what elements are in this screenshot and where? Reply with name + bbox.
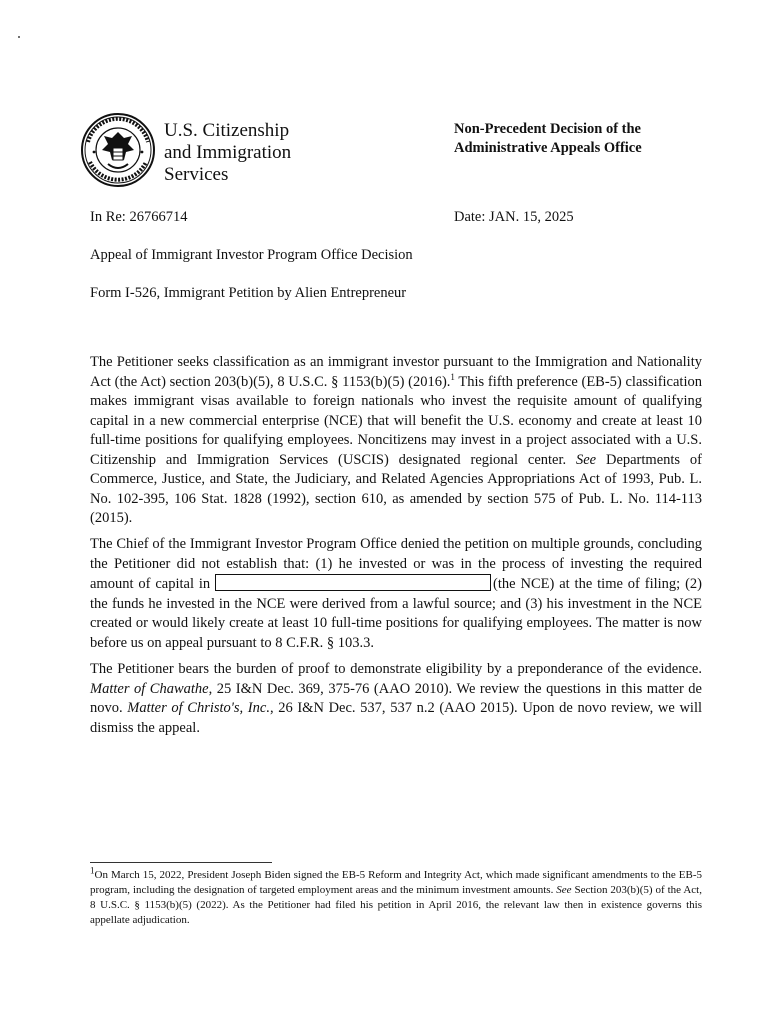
agency-name	[164, 120, 291, 186]
redaction-box	[215, 574, 491, 591]
decision-line-2: Administrative Appeals Office	[454, 140, 642, 156]
case-citation-chawathe: Matter of Chawathe	[90, 680, 209, 697]
p3-text-c: , 26 I&N Dec. 537, 537 n.2 (AAO 2015). Upon de novo review, we will dismiss the appeal.	[90, 700, 703, 736]
footnote-text-a: On March 15, 2022, President Joseph Biden signed the EB-5 Reform and Integrity Act, which made significant amendments to the EB-5 program, including the designation of targeted employment areas and the minimum investment amounts.	[90, 869, 702, 896]
p3-text-b: , 25 I&N Dec. 369, 375-76 (AAO 2010). We review the questions in this matter de novo.	[90, 680, 702, 716]
footnote-marker: 1	[90, 865, 95, 876]
dhs-seal-icon	[80, 112, 156, 188]
paragraph-1	[90, 353, 702, 529]
footnote-1	[90, 865, 702, 928]
agency-line-1: U.S. Citizenship	[164, 120, 290, 141]
decision-type	[454, 120, 642, 158]
agency-line-3: Services	[164, 164, 229, 185]
form-subject: Form I-526, Immigrant Petition by Alien Entrepreneur	[90, 285, 407, 301]
decision-line-1: Non-Precedent Decision of the	[454, 121, 641, 137]
p2-text-b: (the NCE) at the time of filing; (2) the funds he invested in the NCE were derived from a lawful source; and (3) his investment in the NCE created or would likely create at least 10 full-time positions for qualifying employees. The matter is now before us on appeal pursuant to 8 C.F.R. § 103.3.	[90, 576, 702, 651]
p1-text-c: Departments of Commerce, Justice, and State, the Judiciary, and Related Agencies Appropriations Act of 1993, Pub. L. No. 102-395, 106 Stat. 1828 (1992), section 610, as amended by section 575 of Pub. L. No. 114-113 (2015).	[90, 451, 702, 526]
footnote-reference: 1	[450, 371, 455, 382]
appeal-subject: Appeal of Immigrant Investor Program Office Decision	[90, 247, 413, 263]
p1-text-b: This fifth preference (EB-5) classification makes immigrant visas available to foreign nationals who invest the requisite amount of qualifying capital in a new commercial enterprise (NCE) that will benefit the U.S. economy and create at least 10 full-time positions for qualifying employees. Noncitizens may invest in a project associated with a U.S. Citizenship and Immigration Services (USCIS) designated regional center.	[90, 373, 702, 468]
p1-see: See	[575, 451, 597, 468]
paragraph-2	[90, 535, 702, 653]
footnote-text-b: Section 203(b)(5) of the Act, 8 U.S.C. § 1153(b)(5) (2022). As the Petitioner had filed his petition in April 2016, the relevant law then in existence governs this appellate adjudication.	[90, 884, 702, 926]
p2-text-a: The Chief of the Immigrant Investor Program Office denied the petition on multiple grounds, concluding the Petitioner did not establish that: (1) he invested or was in the process of investing the required amount of capital in	[90, 536, 702, 592]
footnote-see: See	[556, 884, 572, 896]
footnote-divider	[90, 862, 272, 863]
in-re-receipt: In Re: 26766714	[90, 209, 188, 225]
agency-line-2: and Immigration	[164, 142, 292, 163]
case-citation-christos: Matter of Christo's, Inc.	[127, 700, 270, 716]
scan-speck	[18, 36, 20, 38]
p3-text-a: The Petitioner bears the burden of proof to demonstrate eligibility by a preponderance of the evidence.	[90, 661, 702, 677]
paragraph-3	[90, 660, 702, 738]
p1-text-a: The Petitioner seeks classification as an immigrant investor pursuant to the Immigration and Nationality Act (the Act) section 203(b)(5), 8 U.S.C. § 1153(b)(5) (2016).	[90, 354, 702, 390]
decision-date: Date: JAN. 15, 2025	[454, 209, 574, 225]
